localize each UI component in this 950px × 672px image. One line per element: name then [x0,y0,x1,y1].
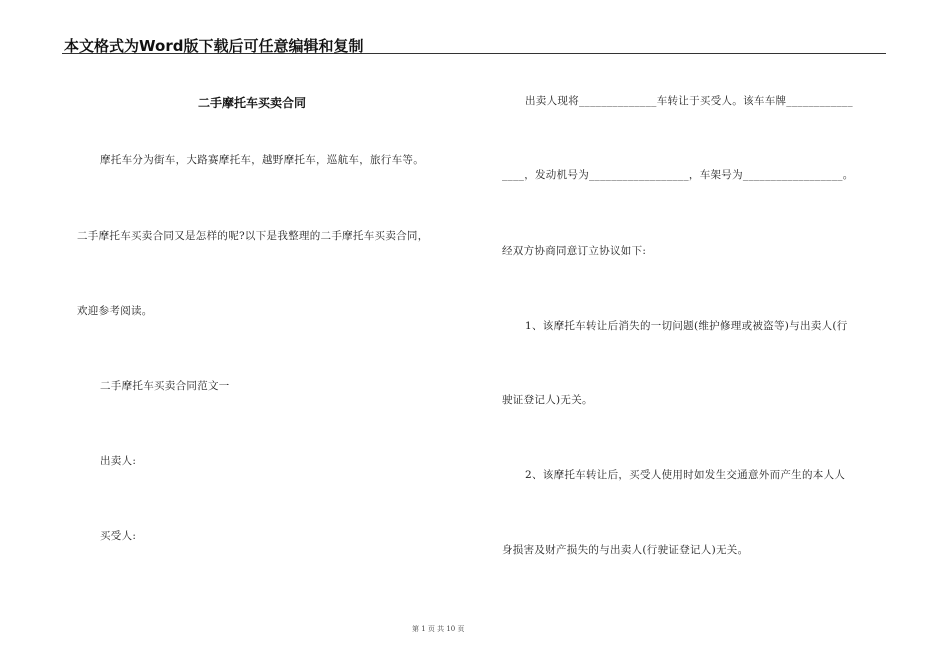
contract-title: 二手摩托车买卖合同 [198,96,307,110]
clause-2-line-2: 身损害及财产损失的与出卖人(行驶证登记人)无关。 [502,544,749,556]
clause-2-line-1: 2、该摩托车转让后，买受人使用时如发生交通意外而产生的本人人 [525,469,846,481]
buyer-label: 买受人: [100,530,137,542]
header-divider [62,53,886,54]
paragraph-intro: 摩托车分为街车，大路赛摩托车，越野摩托车，巡航车，旅行车等。 [100,154,424,166]
transfer-clause-line-2: ____，发动机号为__________________，车架号为__________________。 [502,169,854,181]
agreement-intro: 经双方协商同意订立协议如下: [502,245,647,257]
paragraph-question: 二手摩托车买卖合同又是怎样的呢?以下是我整理的二手摩托车买卖合同， [77,230,429,242]
clause-1-line-2: 驶证登记人)无关。 [502,394,593,406]
document-header-title: 本文格式为Word版下载后可任意编辑和复制 [64,37,364,55]
clause-1-line-1: 1、该摩托车转让后消失的一切问题(维护修理或被盗等)与出卖人(行 [525,320,848,332]
page-number: 第 1 页 共 10 页 [412,625,465,633]
seller-label: 出卖人: [100,455,137,467]
transfer-clause-line-1: 出卖人现将______________车转让于买受人。该车车牌____________ [525,95,853,107]
paragraph-welcome: 欢迎参考阅读。 [77,305,153,317]
section-heading-sample-one: 二手摩托车买卖合同范文一 [100,380,230,392]
